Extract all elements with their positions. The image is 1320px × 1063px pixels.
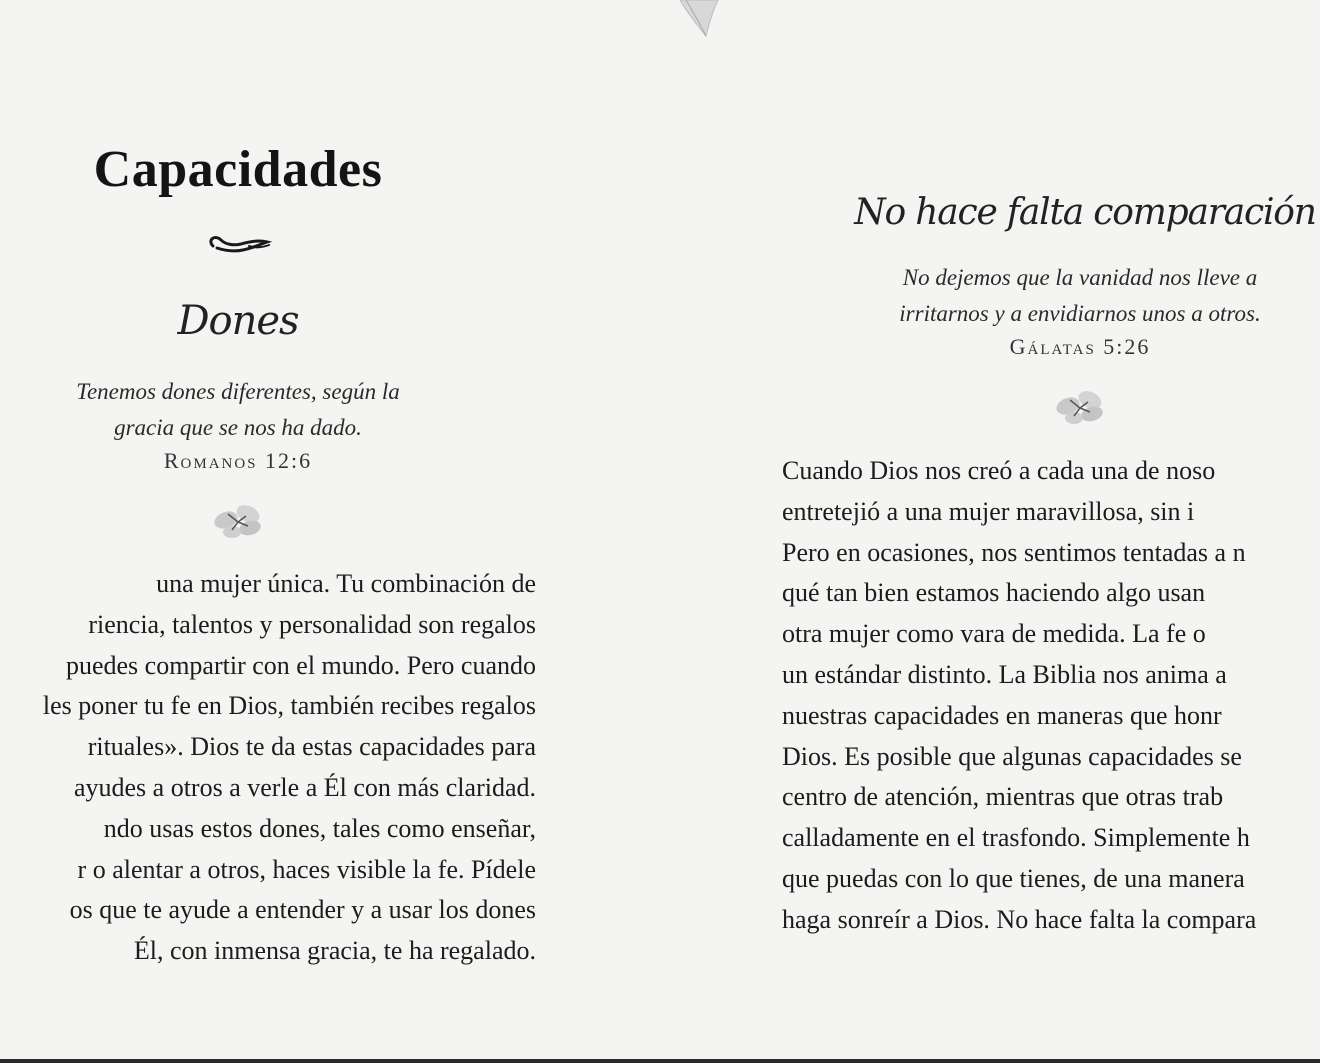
flower-icon: [210, 500, 266, 540]
body-line: nuestras capacidades en maneras que honr: [782, 700, 1222, 730]
body-line: entretejió a una mujer maravillosa, sin i: [782, 496, 1195, 526]
body-line: Pero en ocasiones, nos sentimos tentadas a n: [782, 537, 1246, 567]
scripture-quote: [0, 374, 476, 446]
body-line: riencia, talentos y personalidad son regalos: [88, 609, 536, 639]
left-page: [0, 0, 560, 1063]
quote-line: gracia que se nos ha dado.: [114, 415, 362, 440]
body-line: un estándar distinto. La Biblia nos anima a: [782, 659, 1227, 689]
body-line: centro de atención, mientras que otras trab: [782, 782, 1224, 812]
scripture-quote: [740, 260, 1320, 332]
scripture-reference: Romanos 12:6: [163, 448, 313, 473]
body-line: haga sonreír a Dios. No hace falta la compara: [782, 904, 1257, 934]
body-line: que puedas con lo que tienes, de una manera: [782, 863, 1245, 893]
body-line: ndo usas estos dones, tales como enseñar,: [103, 813, 536, 843]
body-line: qué tan bien estamos haciendo algo usan: [782, 578, 1206, 608]
body-text: [782, 451, 1320, 941]
body-line: les poner tu fe en Dios, también recibes regalos: [42, 691, 536, 721]
body-line: os que te ayude a entender y a usar los dones: [69, 895, 536, 925]
section-title: Dones: [177, 298, 299, 344]
flower-icon: [1052, 386, 1108, 426]
quote-line: No dejemos que la vanidad nos lleve a: [902, 265, 1258, 290]
flourish-icon: [203, 232, 273, 256]
body-line: Él, con inmensa gracia, te ha regalado.: [133, 936, 536, 966]
quote-line: irritarnos y a envidiarnos unos a otros.: [899, 301, 1261, 326]
section-title: No hace falta comparación: [854, 192, 1316, 233]
body-line: ayudes a otros a verle a Él con más claridad.: [73, 772, 536, 802]
body-line: calladamente en el trasfondo. Simplemente h: [782, 823, 1250, 853]
bottom-border: [0, 1059, 1320, 1063]
body-line: rituales». Dios te da estas capacidades para: [87, 732, 536, 762]
body-line: puedes compartir con el mundo. Pero cuando: [65, 650, 536, 680]
leaf-icon: [678, 0, 722, 40]
body-line: Dios. Es posible que algunas capacidades se: [782, 741, 1242, 771]
body-line: Cuando Dios nos creó a cada una de noso: [782, 456, 1216, 485]
right-page: [740, 0, 1320, 1063]
scripture-reference: Gálatas 5:26: [1009, 334, 1151, 359]
body-line: una mujer única. Tu combinación de: [156, 569, 536, 598]
quote-line: Tenemos dones diferentes, según la: [76, 379, 400, 404]
chapter-title: Capacidades: [93, 141, 383, 198]
body-text: [0, 564, 536, 972]
body-line: r o alentar a otros, haces visible la fe. Pídele: [77, 854, 536, 884]
body-line: otra mujer como vara de medida. La fe o: [782, 619, 1206, 649]
